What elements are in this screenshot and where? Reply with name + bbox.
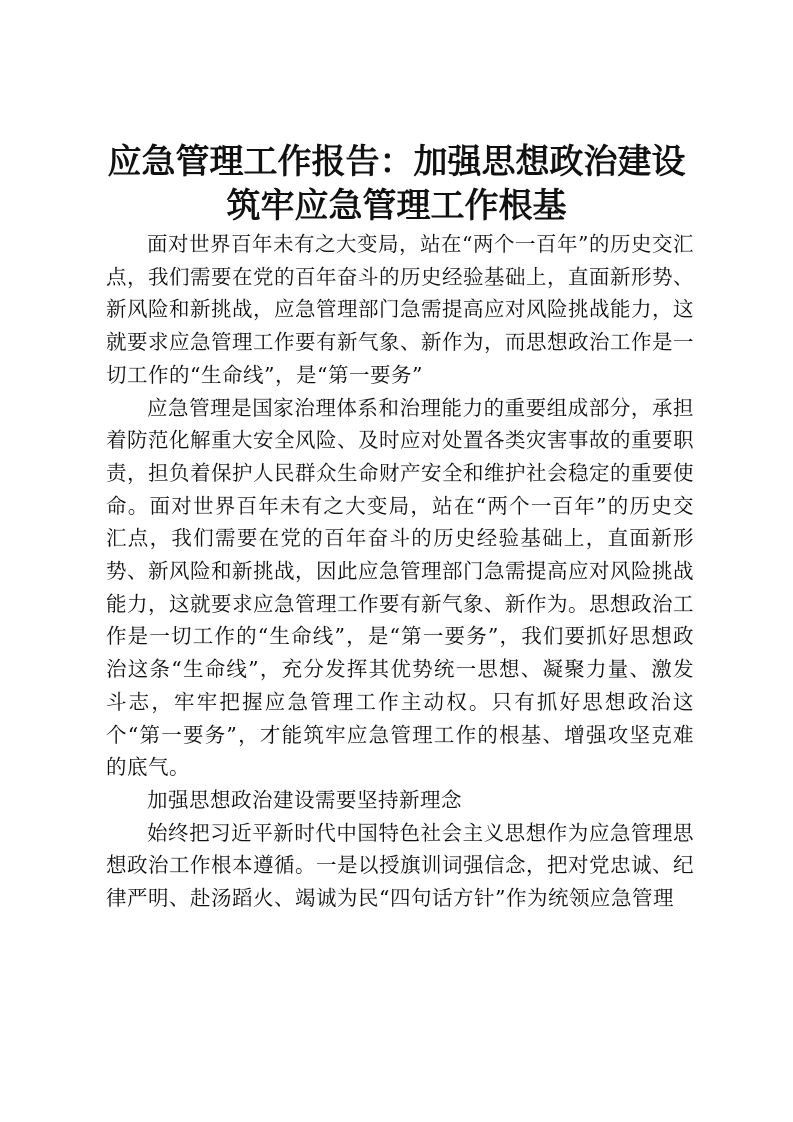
paragraph-section: 始终把习近平新时代中国特色社会主义思想作为应急管理思想政治工作根本遵循。一是以授旗训词强信念，把对党忠诚、纪律严明、赴汤蹈火、竭诚为民“四句话方针”作为统领应急管理	[106, 820, 694, 911]
document-body	[106, 228, 694, 915]
paragraph-main: 应急管理是国家治理体系和治理能力的重要组成部分，承担着防范化解重大安全风险、及时应对处置各类灾害事故的重要职责，担负着保护人民群众生命财产安全和维护社会稳定的重要使命。面对世界百年未有之大变局，站在“两个一百年”的历史交汇点，我们需要在党的百年奋斗的历史经验基础上，直面新形势、新风险和新挑战，因此应急管理部门急需提高应对风险挑战能力，这就要求应急管理工作要有新气象、新作为。思想政治工作是一切工作的“生命线”，是“第一要务”，我们要抓好思想政治这条“生命线”，充分发挥其优势统一思想、凝聚力量、激发斗志，牢牢把握应急管理工作主动权。只有抓好思想政治这个“第一要务”，才能筑牢应急管理工作的根基、增强攻坚克难的底气。	[106, 395, 694, 780]
paragraph-intro: 面对世界百年未有之大变局，站在“两个一百年”的历史交汇点，我们需要在党的百年奋斗的历史经验基础上，直面新形势、新风险和新挑战，应急管理部门急需提高应对风险挑战能力，这就要求应急管理工作要有新气象、新作为，而思想政治工作是一切工作的“生命线”，是“第一要务”	[106, 232, 694, 387]
section-heading: 加强思想政治建设需要坚持新理念	[147, 787, 462, 812]
document-title: 应急管理工作报告：加强思想政治建设筑牢应急管理工作根基	[107, 142, 686, 226]
